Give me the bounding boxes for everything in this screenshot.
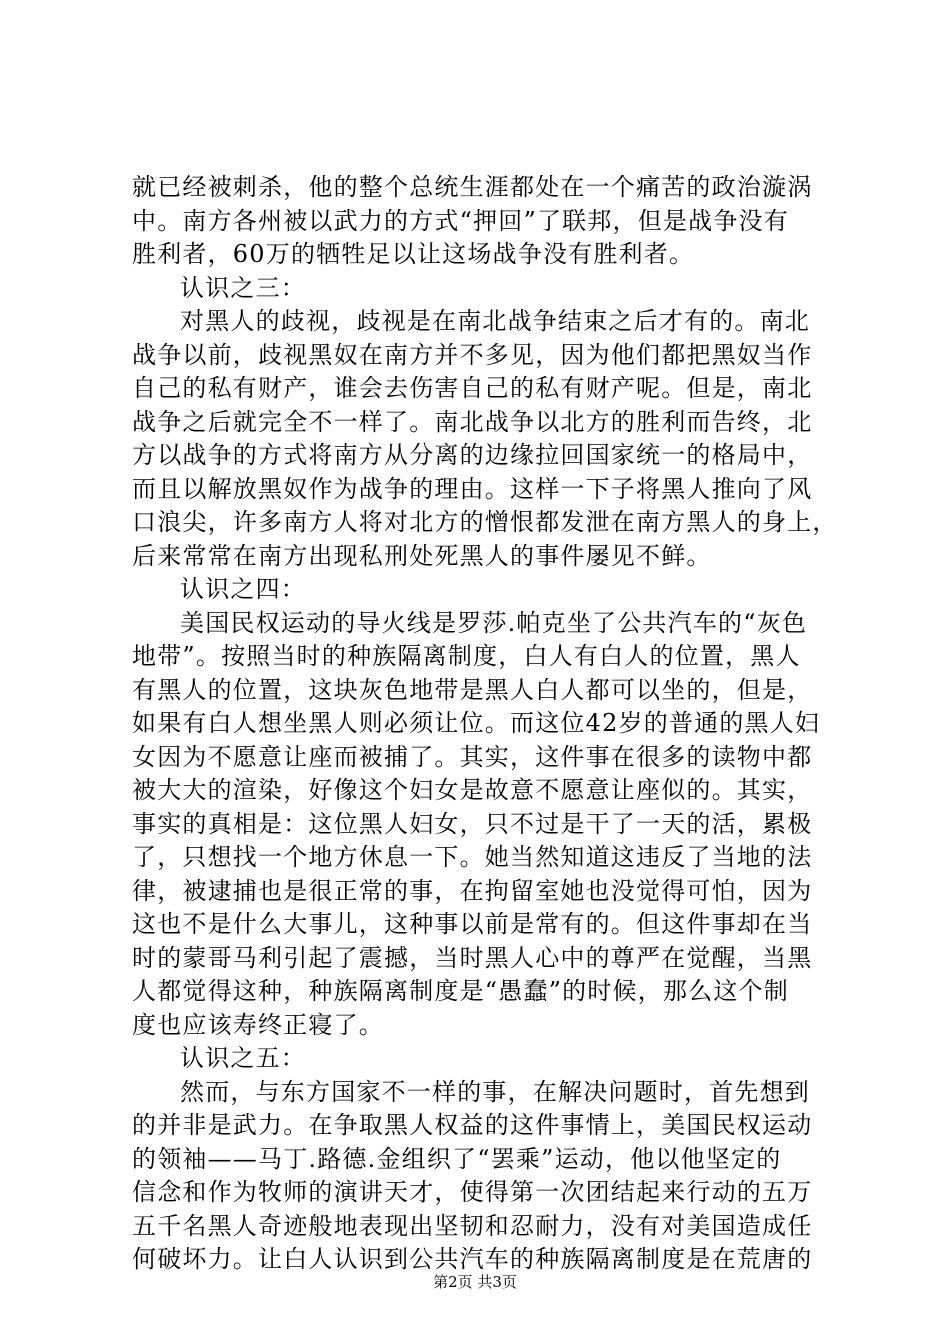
text-line: 信念和作为牧师的演讲天才，使得第一次团结起来行动的五万 [132,1178,813,1206]
text-line: 了，只想找一个地方休息一下。她当然知道这违反了当地的法 [132,843,813,871]
text-line: 方以战争的方式将南方从分离的边缘拉回国家统一的格局中， [132,441,813,469]
text-line: 自己的私有财产，谁会去伤害自己的私有财产呢。但是，南北 [132,374,813,402]
text-line: 认识之五： [180,1044,306,1072]
text-line: 的领袖——马丁.路德.金组织了“罢乘”运动，他以他坚定的 [132,1144,782,1173]
text-line: 地带”。按照当时的种族隔离制度，白人有白人的位置，黑人 [132,642,801,670]
text-line: 对黑人的歧视，歧视是在南北战争结束之后才有的。南北 [180,307,810,335]
text-line: 后来常常在南方出现私刑处死黑人的事件屡见不鲜。 [132,541,712,570]
text-line: 战争以前，歧视黑奴在南方并不多见，因为他们都把黑奴当作 [132,340,813,369]
text-line: 被大大的渲染，好像这个妇女是故意不愿意让座似的。其实， [132,776,813,804]
text-line: 人都觉得这种，种族隔离制度是“愚蠢”的时候，那么这个制 [132,977,789,1005]
text-line: 度也应该寿终正寝了。 [132,1010,384,1039]
text-line: 然而，与东方国家不一样的事，在解决问题时，首先想到 [180,1077,810,1106]
page-footer: 第2页 共3页 [433,1273,517,1291]
text-line: 而且以解放黑奴作为战争的理由。这样一下子将黑人推向了风 [132,474,813,503]
text-line: 胜利者，60万的牺牲足以让这场战争没有胜利者。 [132,240,695,268]
text-line: 事实的真相是：这位黑人妇女，只不过是干了一天的活，累极 [132,809,813,838]
text-line: 口浪尖，许多南方人将对北方的憎恨都发泄在南方黑人的身上， [132,508,838,536]
text-line: 这也不是什么大事儿，这种事以前是常有的。但这件事却在当 [132,910,813,938]
text-line: 的并非是武力。在争取黑人权益的这件事情上，美国民权运动 [132,1111,813,1139]
text-line: 如果有白人想坐黑人则必须让位。而这位42岁的普通的黑人妇 [132,709,821,737]
text-line: 何破坏力。让白人认识到公共汽车的种族隔离制度是在荒唐的 [132,1245,813,1273]
text-line: 有黑人的位置，这块灰色地带是黑人白人都可以坐的，但是， [132,675,813,704]
text-line: 认识之四： [180,575,306,603]
text-line: 就已经被刺杀，他的整个总统生涯都处在一个痛苦的政治漩涡 [132,173,813,201]
text-line: 战争之后就完全不一样了。南北战争以北方的胜利而告终，北 [132,407,813,436]
text-line: 认识之三： [180,273,306,302]
text-line: 律，被逮捕也是很正常的事，在拘留室她也没觉得可怕，因为 [132,876,813,905]
text-line: 女因为不愿意让座而被捕了。其实，这件事在很多的读物中都 [132,742,813,771]
document-body [132,171,838,1277]
text-line: 美国民权运动的导火线是罗莎.帕克坐了公共汽车的“灰色 [180,608,808,637]
text-line: 中。南方各州被以武力的方式“押回”了联邦，但是战争没有 [132,206,789,235]
text-line: 时的蒙哥马利引起了震撼，当时黑人心中的尊严在觉醒，当黑 [132,943,813,972]
text-line: 五千名黑人奇迹般地表现出坚韧和忍耐力，没有对美国造成任 [132,1211,813,1240]
